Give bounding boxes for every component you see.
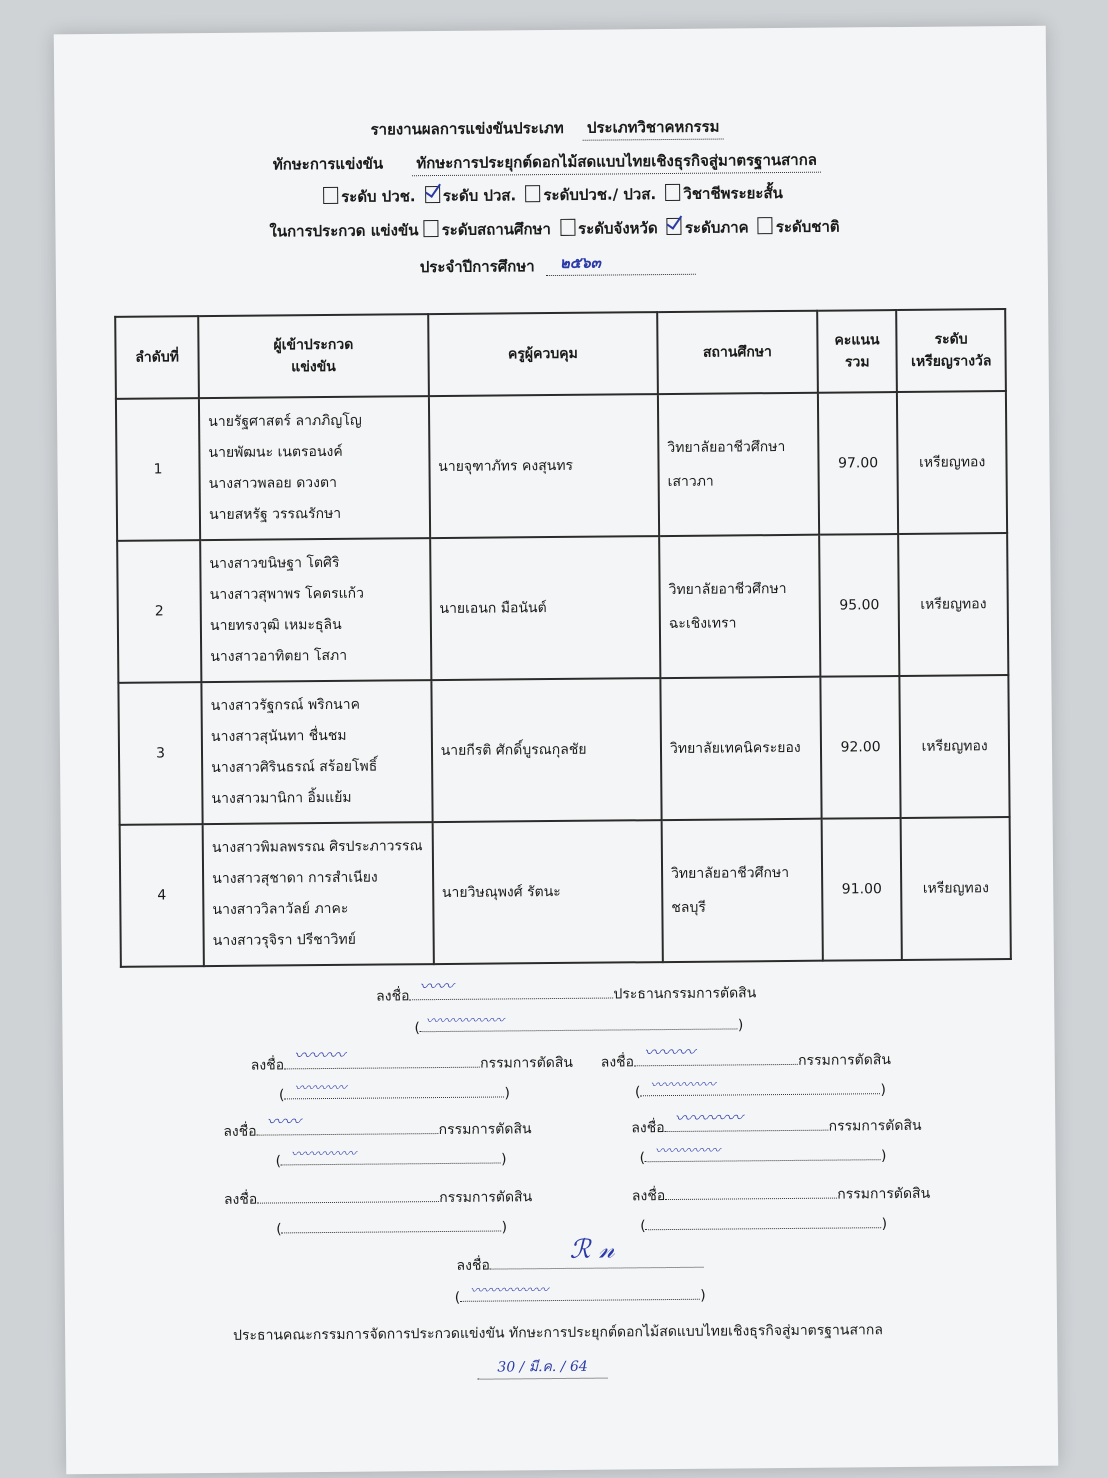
member-name: นางสาวรุจิรา ปรีชาวิทย์ — [212, 931, 356, 950]
header-participants: ผู้เข้าประกวด แข่งขัน — [198, 314, 428, 398]
judge-signature-1: ลงชื่อ 〰〰〰 กรรมการตัดสิน — [251, 1050, 573, 1077]
name-line — [284, 1080, 504, 1099]
judge-printed-name-3: ( 〰〰〰〰〰 ) — [275, 1146, 506, 1169]
judge-signature-2: ลงชื่อ 〰〰〰 กรรมการตัดสิน — [601, 1047, 891, 1074]
member-name: นางสาววิลาวัลย์ ภาคะ — [212, 900, 349, 919]
cell-order: 4 — [120, 824, 204, 967]
member-name: นางสาวรัฐกรณ์ พริกนาค — [210, 696, 361, 715]
checkbox — [525, 185, 540, 202]
checkbox — [665, 184, 680, 201]
cell-school: วิทยาลัยอาชีวศึกษา เสาวภา — [658, 393, 819, 536]
cell-award: เหรียญทอง — [901, 817, 1011, 960]
contest-option-1: ระดับสถานศึกษา — [424, 220, 551, 239]
cell-school: วิทยาลัยอาชีวศึกษา ชลบุรี — [662, 819, 823, 962]
contest-option-4: ระดับชาติ — [758, 218, 840, 237]
judge-printed-name-1: ( 〰〰〰〰 ) — [279, 1080, 510, 1103]
name-line — [460, 1283, 700, 1302]
member-name: นายทรงวุฒิ เหมะธุลิน — [209, 616, 342, 635]
cell-score: 92.00 — [820, 676, 901, 819]
member-name: นายพัฒนะ เนตรอนงค์ — [208, 443, 343, 462]
cell-members — [202, 680, 433, 824]
table-header-row — [115, 309, 1006, 399]
table-row — [118, 675, 1009, 825]
report-title: รายงานผลการแข่งขันประเภท ประเภทวิชาคหกรรม — [370, 115, 723, 143]
judge-printed-name-4: ( 〰〰〰〰〰 ) — [639, 1143, 886, 1166]
academic-year: ประจำปีการศึกษา ๒๕๖๓ — [420, 253, 696, 279]
chair-signature: ลงชื่อ 〰〰 ประธานกรรมการตัดสิน — [376, 980, 756, 1007]
judge-printed-name-5: ( ) — [276, 1214, 507, 1237]
table-row — [120, 817, 1011, 967]
name-line — [645, 1143, 881, 1162]
skill-line: ทักษะการแข่งขัน ทักษะการประยุกต์ดอกไม้สดแบบไทยเชิงธุรกิจสู่มาตรฐานสากล — [273, 148, 821, 178]
table-row — [116, 391, 1007, 541]
cell-teacher: นายกีรติ ศักดิ์บูรณกุลชัย — [431, 678, 661, 822]
organizer-printed-name: ( 〰〰〰〰〰〰 ) — [455, 1283, 706, 1306]
checkbox-checked — [425, 186, 440, 203]
chair-printed-name: ( 〰〰〰〰〰〰 ) — [414, 1012, 743, 1036]
organizer-role: ประธานคณะกรรมการจัดการประกวดแข่งขัน ทักษะการประยุกต์ดอกไม้สดแบบไทยเชิงธุรกิจสู่มาตรฐานสากล — [233, 1322, 883, 1344]
member-name: นายสหรัฐ วรรณรักษา — [208, 505, 342, 524]
table-row — [117, 533, 1008, 683]
level-option-1: ระดับ ปวช. — [323, 187, 416, 206]
member-name: นางสาวอาทิตยา โสภา — [210, 647, 348, 666]
handwritten-name: 〰〰〰〰〰 — [650, 1077, 716, 1094]
cell-order: 3 — [118, 682, 202, 825]
member-name: นางสาวพิมลพรรณ ศิรประภาวรรณ — [211, 838, 423, 857]
member-name: นางสาวขนิษฐา โตศิริ — [209, 554, 340, 573]
member-name: นางสาวสุชาดา การสำเนียง — [212, 869, 378, 888]
judge-signature-6: ลงชื่อ กรรมการตัดสิน — [632, 1181, 930, 1208]
level-option-2: ระดับ ปวส. — [425, 186, 517, 205]
header-school: สถานศึกษา — [657, 311, 818, 394]
handwritten-signature: ℛ 𝓃 — [569, 1234, 615, 1265]
cell-members — [200, 538, 431, 682]
name-line — [281, 1146, 501, 1165]
cell-teacher: นายเอนก มือนันต์ — [430, 536, 660, 680]
member-name: นางสาวศิรินธรณ์ สร้อยโพธิ์ — [211, 758, 378, 777]
cell-teacher: นายจุฑาภัทร คงสุนทร — [429, 394, 659, 538]
cell-members — [203, 822, 434, 966]
cell-score: 91.00 — [821, 818, 902, 961]
header-teacher: ครูผู้ควบคุม — [428, 312, 658, 396]
cell-members — [199, 396, 430, 540]
header-order: ลำดับที่ — [115, 316, 199, 399]
signature-line — [257, 1185, 439, 1204]
checkbox — [424, 220, 439, 237]
handwritten-name: 〰〰〰〰 — [294, 1080, 347, 1097]
handwritten-signature: 〰〰 — [266, 1112, 301, 1133]
judge-signature-4: ลงชื่อ 〰〰〰〰 กรรมการตัดสิน — [631, 1113, 921, 1140]
name-line — [282, 1214, 502, 1233]
cell-score: 97.00 — [818, 392, 899, 535]
handwritten-name: 〰〰〰〰〰 — [654, 1143, 721, 1160]
cell-order: 2 — [117, 540, 201, 683]
signature-line — [409, 976, 613, 1001]
cell-order: 1 — [116, 398, 200, 541]
year-handwritten: ๒๕๖๓ — [559, 253, 601, 272]
judge-signature-3: ลงชื่อ 〰〰 กรรมการตัดสิน — [223, 1116, 531, 1143]
contest-option-2: ระดับจังหวัด — [560, 219, 658, 238]
organizer-signature: ลงชื่อ ℛ 𝓃 — [456, 1251, 704, 1277]
member-name: นางสาวสุนันทา ชื่นชม — [210, 727, 347, 746]
header-score: คะแนน รวม — [817, 310, 897, 393]
handwritten-name: 〰〰〰〰〰〰 — [425, 1013, 504, 1030]
level-checkboxes — [323, 181, 783, 209]
handwritten-signature: 〰〰〰〰 — [674, 1108, 743, 1129]
checkbox — [323, 187, 338, 204]
document-page — [54, 26, 1059, 1475]
handwritten-signature: 〰〰〰 — [293, 1045, 346, 1067]
name-line — [640, 1077, 880, 1096]
signature-line — [665, 1108, 829, 1132]
level-option-3: ระดับปวช./ ปวส. — [525, 185, 656, 204]
cell-school: วิทยาลัยเทคนิคระยอง — [660, 677, 821, 820]
cell-school: วิทยาลัยอาชีวศึกษา ฉะเชิงเทรา — [659, 535, 820, 678]
handwritten-name: 〰〰〰〰〰 — [290, 1146, 357, 1163]
judge-printed-name-2: ( 〰〰〰〰〰 ) — [635, 1077, 886, 1100]
cell-award: เหรียญทอง — [898, 533, 1008, 676]
handwritten-signature: 〰〰〰 — [643, 1042, 696, 1064]
signature-line — [634, 1042, 798, 1066]
level-option-4: วิชาชีพระยะสั้น — [665, 184, 783, 203]
header-award: ระดับ เหรียญรางวัล — [897, 309, 1006, 392]
checkbox-checked — [667, 218, 682, 235]
name-line — [420, 1012, 738, 1032]
member-name: นางสาวสุพาพร โคตรแก้ว — [209, 585, 365, 604]
cell-teacher: นายวิษณุพงศ์ รัตนะ — [432, 820, 662, 964]
judge-signature-5: ลงชื่อ กรรมการตัดสิน — [224, 1184, 532, 1211]
results-table — [114, 308, 1012, 968]
member-name: นายรัฐศาสตร์ ลาภภิญโญ — [208, 412, 362, 431]
cell-award: เหรียญทอง — [897, 391, 1007, 534]
signing-date: 30 / มี.ค. / 64 — [477, 1356, 608, 1380]
judge-printed-name-6: ( ) — [640, 1211, 887, 1234]
cell-score: 95.00 — [819, 534, 900, 677]
handwritten-signature: 〰〰 — [419, 976, 454, 998]
handwritten-name: 〰〰〰〰〰〰 — [470, 1283, 549, 1299]
member-name: นางสาวพลอย ดวงตา — [208, 474, 337, 493]
signature-line — [665, 1182, 837, 1201]
contest-option-3: ระดับภาค — [667, 218, 749, 237]
checkbox — [758, 217, 773, 234]
member-name: นางสาวมานิกา อิ้มแย้ม — [211, 789, 352, 808]
cell-award: เหรียญทอง — [900, 675, 1010, 818]
contest-level-checkboxes: ในการประกวด แข่งขัน ระดับสถานศึกษา ระดับจังหวัด ระดับภาค ระดับชาติ — [269, 217, 840, 241]
checkbox — [560, 219, 575, 236]
name-line — [646, 1211, 882, 1230]
